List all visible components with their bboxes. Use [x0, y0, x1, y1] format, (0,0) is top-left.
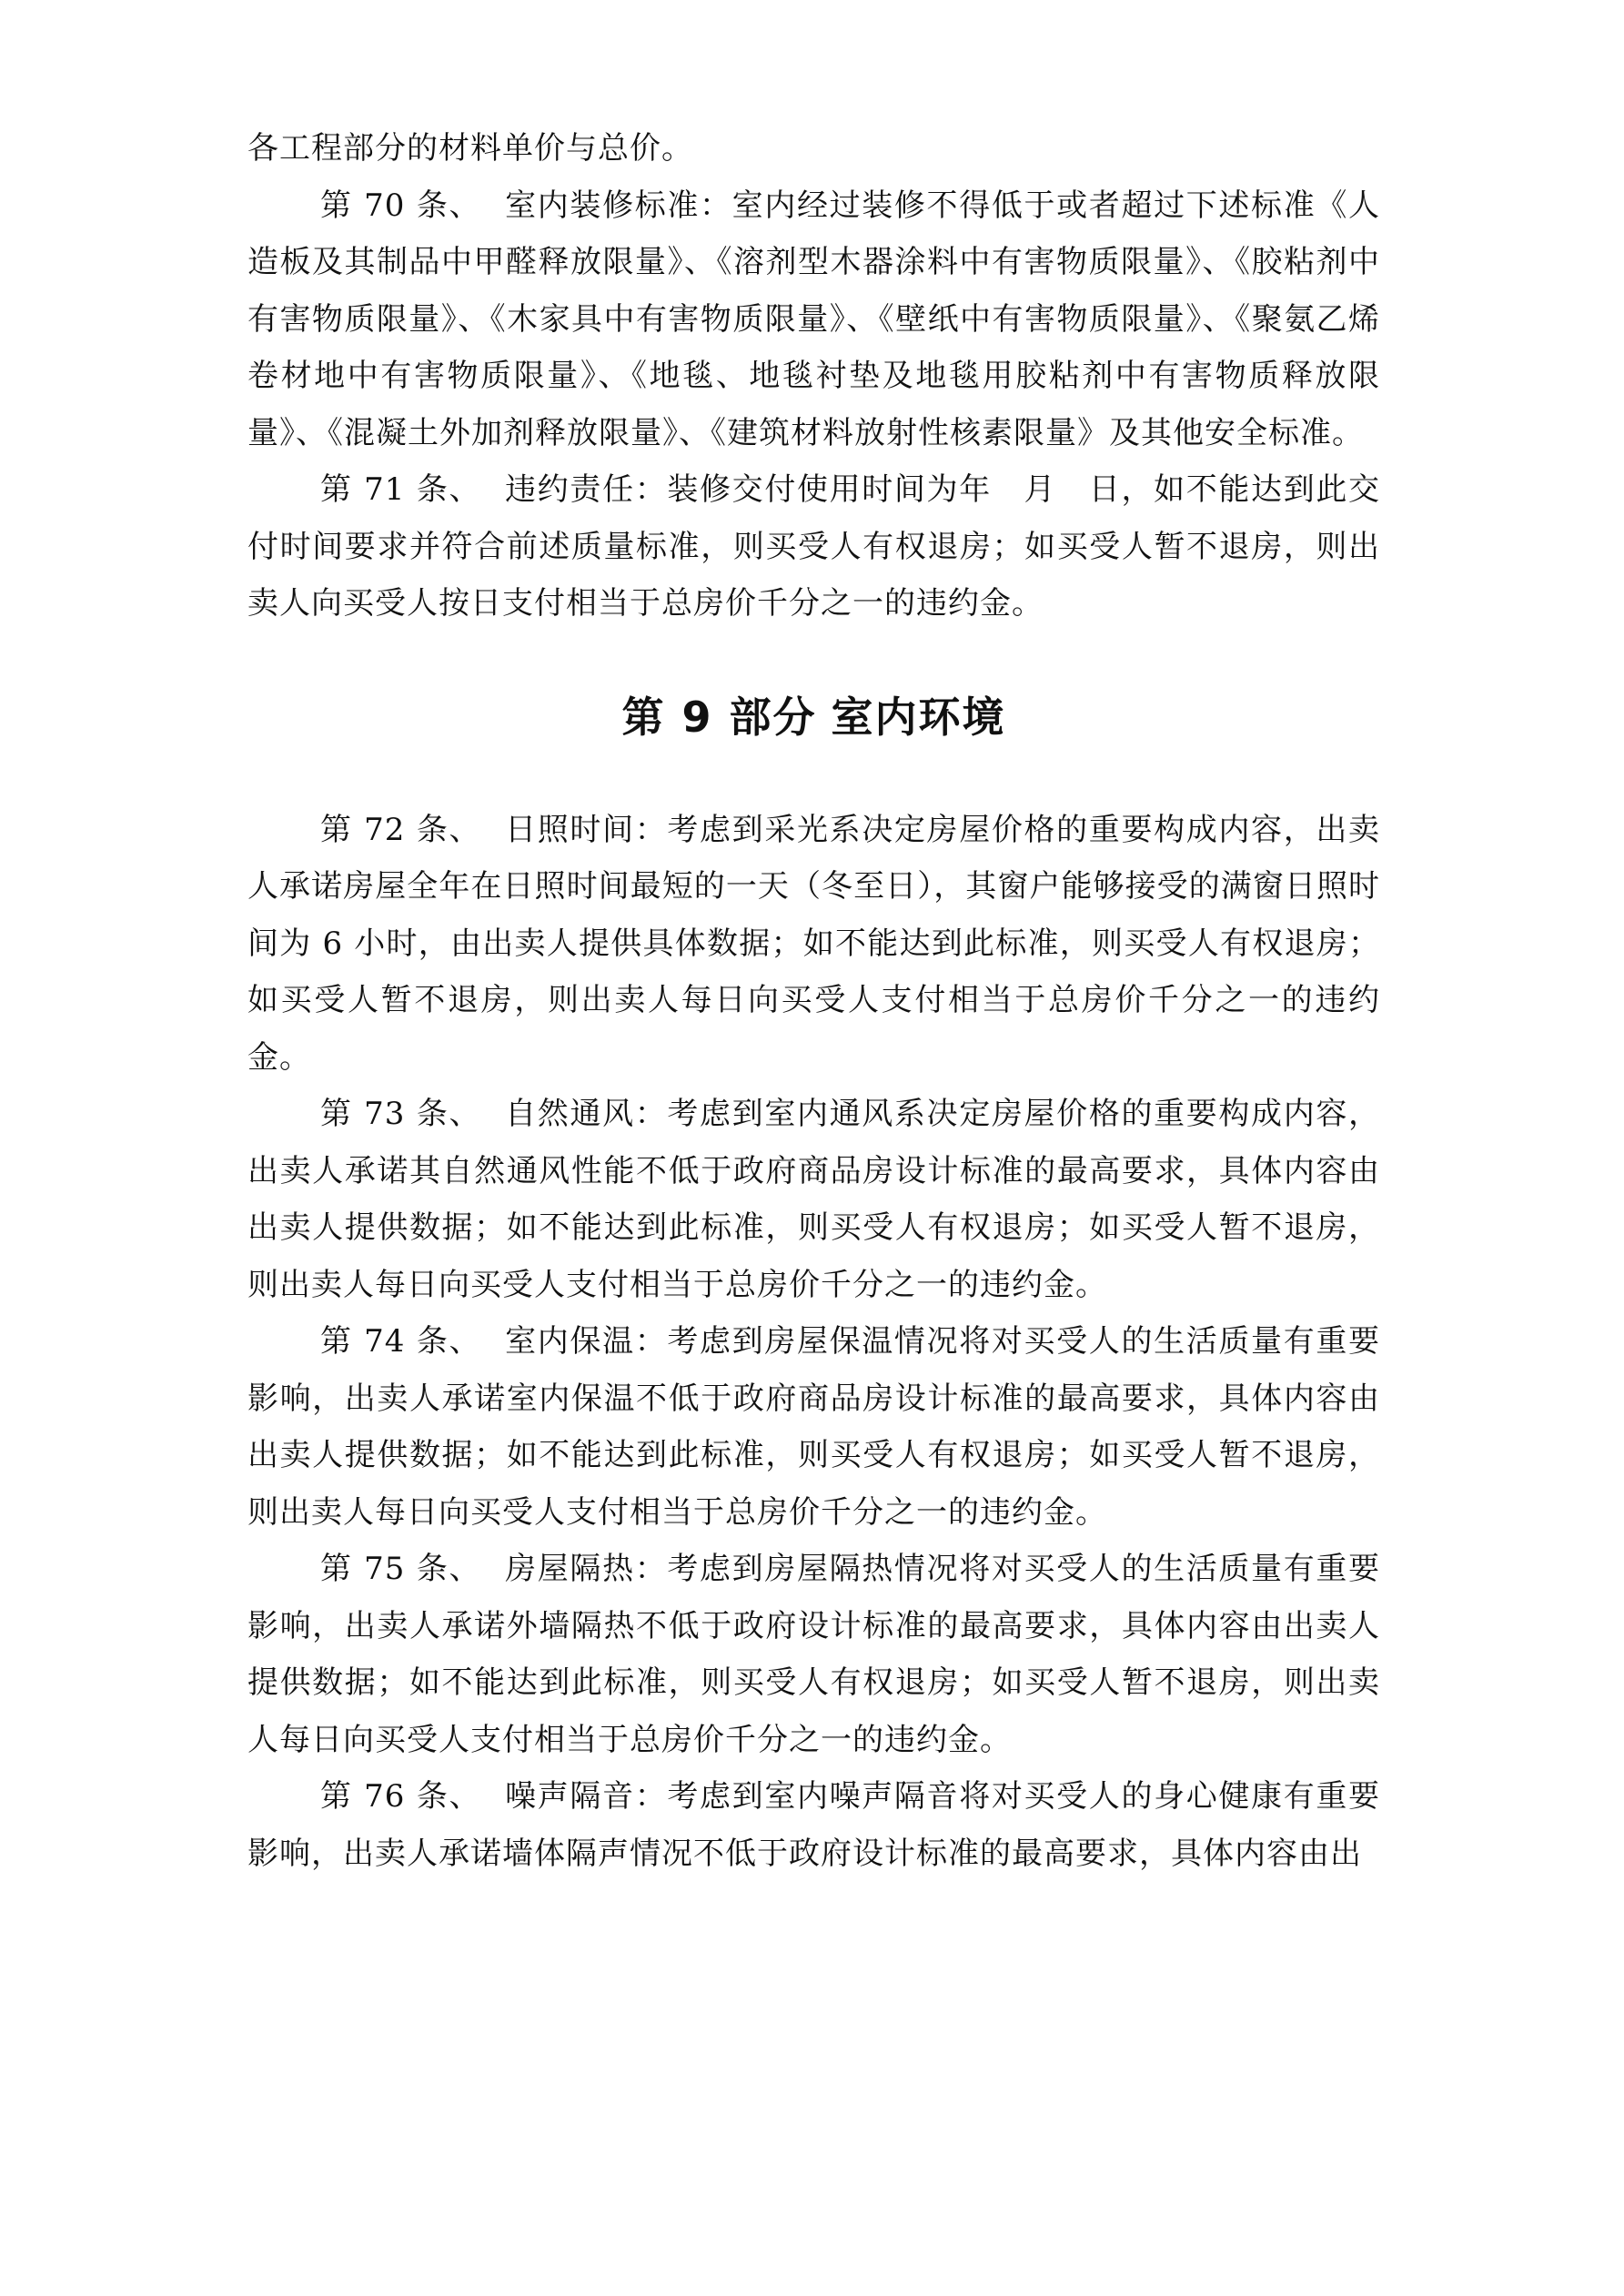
article-74	[247, 1313, 1380, 1541]
article-71	[247, 461, 1380, 632]
section-name: 室内环境	[831, 692, 1006, 742]
article-number: 第 75 条、	[320, 1551, 482, 1587]
document-body	[247, 120, 1380, 1882]
article-text: 室内保温：考虑到房屋保温情况将对买受人的生活质量有重要影响，出卖人承诺室内保温不低于政府商品房设计标准的最高要求，具体内容由出卖人提供数据；如不能达到此标准，则买受人有权退房；如买受人暂不退房，则出卖人每日向买受人支付相当于总房价千分之一的违约金。	[247, 1323, 1380, 1531]
continuation-paragraph	[247, 120, 1380, 177]
continuation-text: 各工程部分的材料单价与总价。	[247, 130, 693, 167]
article-text: 违约责任：装修交付使用时间为年 月 日，如不能达到此交付时间要求并符合前述质量标准，则买受人有权退房；如买受人暂不退房，则出卖人向买受人按日支付相当于总房价千分之一的违约金。	[247, 471, 1380, 622]
section-title	[247, 632, 1380, 802]
article-number: 第 72 条、	[320, 811, 482, 848]
article-text: 日照时间：考虑到采光系决定房屋价格的重要构成内容，出卖人承诺房屋全年在日照时间最短的一天（冬至日），其窗户能够接受的满窗日照时间为 6 小时，由出卖人提供具体数据；如不能达到此标准，则买受人有权退房；如买受人暂不退房，则出卖人每日向买受人支付相当于总房价千分之一的违约金。	[247, 811, 1380, 1076]
article-76	[247, 1768, 1380, 1882]
article-75	[247, 1541, 1380, 1768]
article-number: 第 71 条、	[320, 471, 482, 508]
article-text: 室内装修标准：室内经过装修不得低于或者超过下述标准《人造板及其制品中甲醛释放限量》、《溶剂型木器涂料中有害物质限量》、《胶粘剂中有害物质限量》、《木家具中有害物质限量》、《壁纸中有害物质限量》、《聚氨乙烯卷材地中有害物质限量》、《地毯、地毯衬垫及地毯用胶粘剂中有害物质释放限量》、《混凝土外加剂释放限量》、《建筑材料放射性核素限量》及其他安全标准。	[247, 187, 1380, 451]
article-text: 房屋隔热：考虑到房屋隔热情况将对买受人的生活质量有重要影响，出卖人承诺外墙隔热不低于政府设计标准的最高要求，具体内容由出卖人提供数据；如不能达到此标准，则买受人有权退房；如买受人暂不退房，则出卖人每日向买受人支付相当于总房价千分之一的违约金。	[247, 1551, 1380, 1758]
article-72	[247, 802, 1380, 1087]
section-number: 第 9 部分	[621, 692, 817, 742]
article-73	[247, 1086, 1380, 1313]
article-text: 噪声隔音：考虑到室内噪声隔音将对买受人的身心健康有重要影响，出卖人承诺墙体隔声情况不低于政府设计标准的最高要求，具体内容由出	[247, 1778, 1380, 1872]
article-number: 第 76 条、	[320, 1778, 482, 1815]
article-number: 第 70 条、	[320, 187, 482, 224]
article-70	[247, 177, 1380, 462]
article-text: 自然通风：考虑到室内通风系决定房屋价格的重要构成内容，出卖人承诺其自然通风性能不低于政府商品房设计标准的最高要求，具体内容由出卖人提供数据；如不能达到此标准，则买受人有权退房；如买受人暂不退房，则出卖人每日向买受人支付相当于总房价千分之一的违约金。	[247, 1096, 1380, 1303]
article-number: 第 74 条、	[320, 1323, 482, 1360]
article-number: 第 73 条、	[320, 1096, 482, 1132]
